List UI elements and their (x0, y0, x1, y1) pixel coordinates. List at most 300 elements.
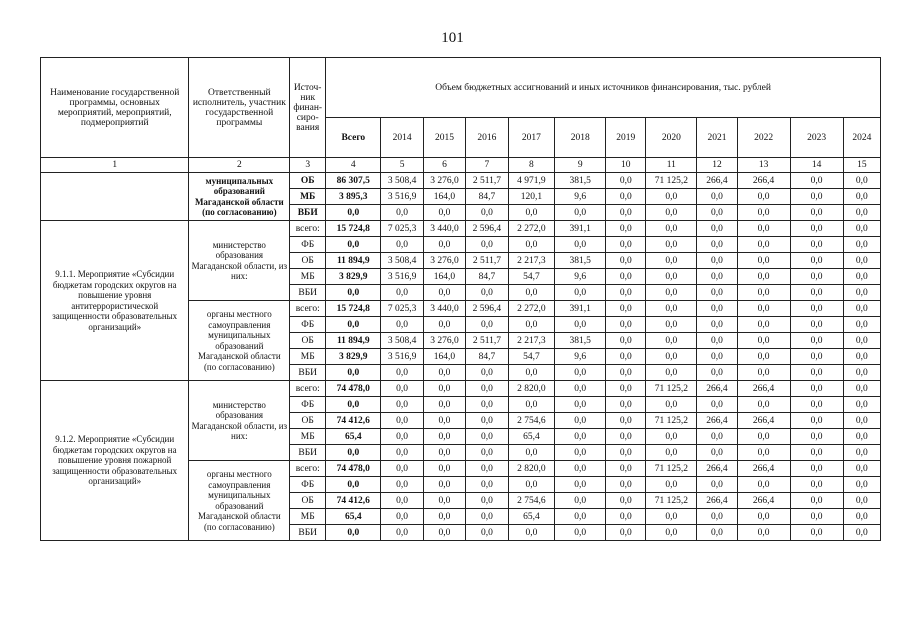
value-cell: 0,0 (423, 509, 465, 525)
value-cell: 0,0 (508, 365, 555, 381)
value-cell: 2 511,7 (466, 333, 508, 349)
value-cell: 3 508,4 (381, 253, 423, 269)
source-cell: ВБИ (290, 285, 326, 301)
value-cell: 0,0 (606, 381, 646, 397)
value-cell: 0,0 (790, 349, 843, 365)
value-cell: 3 516,9 (381, 189, 423, 205)
value-cell: 9,6 (555, 269, 606, 285)
value-cell: 0,0 (606, 189, 646, 205)
value-cell: 0,0 (381, 461, 423, 477)
value-cell: 0,0 (790, 269, 843, 285)
source-cell: ОБ (290, 493, 326, 509)
value-cell: 0,0 (790, 285, 843, 301)
value-cell: 0,0 (737, 237, 790, 253)
value-cell: 0,0 (646, 285, 697, 301)
value-cell: 0,0 (466, 461, 508, 477)
value-cell: 0,0 (843, 221, 880, 237)
value-cell: 0,0 (555, 461, 606, 477)
value-cell: 0,0 (737, 429, 790, 445)
header-name: Наименование государственной программы, основных мероприятий, мероприятий, подмероприятий (41, 58, 189, 158)
value-cell: 0,0 (843, 333, 880, 349)
value-cell: 0,0 (737, 205, 790, 221)
value-cell: 0,0 (423, 461, 465, 477)
value-cell: 266,4 (697, 381, 737, 397)
value-cell: 0,0 (606, 349, 646, 365)
value-cell: 0,0 (326, 365, 381, 381)
value-cell: 0,0 (697, 333, 737, 349)
value-cell: 0,0 (646, 397, 697, 413)
value-cell: 0,0 (508, 477, 555, 493)
value-cell: 0,0 (555, 509, 606, 525)
value-cell: 0,0 (697, 445, 737, 461)
value-cell: 0,0 (790, 173, 843, 189)
value-cell: 266,4 (737, 381, 790, 397)
value-cell: 0,0 (790, 493, 843, 509)
value-cell: 0,0 (606, 461, 646, 477)
value-cell: 0,0 (606, 333, 646, 349)
value-cell: 2 820,0 (508, 381, 555, 397)
value-cell: 0,0 (381, 413, 423, 429)
header-year: 2015 (423, 118, 465, 158)
value-cell: 0,0 (423, 381, 465, 397)
table-row (41, 381, 881, 397)
value-cell: 86 307,5 (326, 173, 381, 189)
value-cell: 164,0 (423, 189, 465, 205)
value-cell: 0,0 (843, 189, 880, 205)
value-cell: 0,0 (466, 493, 508, 509)
value-cell: 0,0 (381, 365, 423, 381)
value-cell: 0,0 (646, 445, 697, 461)
value-cell: 0,0 (381, 205, 423, 221)
value-cell: 74 412,6 (326, 493, 381, 509)
value-cell: 3 276,0 (423, 173, 465, 189)
value-cell: 0,0 (843, 349, 880, 365)
value-cell: 84,7 (466, 349, 508, 365)
value-cell: 0,0 (555, 445, 606, 461)
value-cell: 0,0 (697, 253, 737, 269)
value-cell: 0,0 (843, 413, 880, 429)
value-cell: 0,0 (555, 525, 606, 541)
table-body (41, 58, 881, 541)
value-cell: 0,0 (737, 365, 790, 381)
value-cell: 0,0 (606, 221, 646, 237)
value-cell: 0,0 (646, 237, 697, 253)
value-cell: 7 025,3 (381, 221, 423, 237)
value-cell: 0,0 (606, 365, 646, 381)
value-cell: 266,4 (737, 173, 790, 189)
value-cell: 0,0 (697, 205, 737, 221)
value-cell: 0,0 (466, 237, 508, 253)
value-cell: 0,0 (843, 317, 880, 333)
value-cell: 0,0 (606, 205, 646, 221)
source-cell: МБ (290, 269, 326, 285)
value-cell: 0,0 (555, 365, 606, 381)
value-cell: 0,0 (697, 525, 737, 541)
value-cell: 0,0 (843, 253, 880, 269)
value-cell: 65,4 (326, 509, 381, 525)
value-cell: 65,4 (508, 509, 555, 525)
value-cell: 11 894,9 (326, 253, 381, 269)
header-year: 2014 (381, 118, 423, 158)
value-cell: 0,0 (606, 525, 646, 541)
source-cell: всего: (290, 301, 326, 317)
page-number: 101 (441, 30, 464, 46)
value-cell: 0,0 (606, 445, 646, 461)
value-cell: 0,0 (790, 461, 843, 477)
value-cell: 0,0 (381, 493, 423, 509)
value-cell: 0,0 (423, 237, 465, 253)
value-cell: 0,0 (646, 525, 697, 541)
value-cell: 0,0 (466, 477, 508, 493)
value-cell: 0,0 (737, 349, 790, 365)
value-cell: 3 440,0 (423, 301, 465, 317)
table-row (41, 221, 881, 237)
value-cell: 0,0 (697, 365, 737, 381)
value-cell: 84,7 (466, 269, 508, 285)
value-cell: 84,7 (466, 189, 508, 205)
value-cell: 0,0 (737, 397, 790, 413)
value-cell: 0,0 (697, 189, 737, 205)
value-cell: 0,0 (606, 285, 646, 301)
value-cell: 2 272,0 (508, 301, 555, 317)
value-cell: 0,0 (555, 413, 606, 429)
value-cell: 0,0 (646, 189, 697, 205)
value-cell: 2 217,3 (508, 253, 555, 269)
value-cell: 0,0 (843, 477, 880, 493)
value-cell: 0,0 (466, 317, 508, 333)
value-cell: 0,0 (466, 525, 508, 541)
value-cell: 0,0 (423, 413, 465, 429)
value-cell: 0,0 (466, 429, 508, 445)
value-cell: 71 125,2 (646, 173, 697, 189)
value-cell: 74 412,6 (326, 413, 381, 429)
value-cell: 0,0 (555, 397, 606, 413)
executor-cell: органы местного самоуправления муниципальных образований Магаданской области (по согласованию) (189, 461, 290, 541)
value-cell: 3 440,0 (423, 221, 465, 237)
value-cell: 0,0 (843, 493, 880, 509)
value-cell: 0,0 (508, 397, 555, 413)
source-cell: ВБИ (290, 445, 326, 461)
value-cell: 2 820,0 (508, 461, 555, 477)
value-cell: 0,0 (697, 221, 737, 237)
source-cell: МБ (290, 349, 326, 365)
value-cell: 0,0 (737, 445, 790, 461)
value-cell: 0,0 (555, 237, 606, 253)
value-cell: 3 895,3 (326, 189, 381, 205)
value-cell: 0,0 (423, 285, 465, 301)
value-cell: 381,5 (555, 173, 606, 189)
value-cell: 0,0 (790, 445, 843, 461)
source-cell: ОБ (290, 333, 326, 349)
value-cell: 0,0 (423, 445, 465, 461)
value-cell: 0,0 (790, 253, 843, 269)
value-cell: 0,0 (423, 205, 465, 221)
value-cell: 0,0 (326, 397, 381, 413)
value-cell: 0,0 (790, 381, 843, 397)
value-cell: 0,0 (555, 317, 606, 333)
header-year: 2022 (737, 118, 790, 158)
value-cell: 71 125,2 (646, 381, 697, 397)
header-year: 2024 (843, 118, 880, 158)
value-cell: 0,0 (646, 509, 697, 525)
value-cell: 0,0 (790, 301, 843, 317)
value-cell: 0,0 (843, 173, 880, 189)
value-cell: 0,0 (843, 445, 880, 461)
value-cell: 0,0 (737, 317, 790, 333)
value-cell: 0,0 (606, 509, 646, 525)
value-cell: 0,0 (423, 397, 465, 413)
value-cell: 74 478,0 (326, 461, 381, 477)
value-cell: 0,0 (606, 173, 646, 189)
value-cell: 0,0 (423, 477, 465, 493)
executor-cell: муниципальных образований Магаданской области (по согласованию) (189, 173, 290, 221)
value-cell: 0,0 (381, 397, 423, 413)
column-number: 12 (697, 158, 737, 173)
header-source: Источ-ник финан-сиро-вания (290, 58, 326, 158)
source-cell: ВБИ (290, 205, 326, 221)
column-number: 4 (326, 158, 381, 173)
header-year: 2018 (555, 118, 606, 158)
value-cell: 0,0 (790, 509, 843, 525)
value-cell: 0,0 (790, 477, 843, 493)
value-cell: 0,0 (697, 301, 737, 317)
value-cell: 0,0 (423, 525, 465, 541)
value-cell: 0,0 (606, 237, 646, 253)
value-cell: 0,0 (326, 525, 381, 541)
value-cell: 0,0 (646, 429, 697, 445)
source-cell: ВБИ (290, 525, 326, 541)
value-cell: 0,0 (737, 189, 790, 205)
header-year: 2021 (697, 118, 737, 158)
value-cell: 0,0 (466, 413, 508, 429)
value-cell: 2 754,6 (508, 493, 555, 509)
value-cell: 3 516,9 (381, 349, 423, 365)
source-cell: МБ (290, 429, 326, 445)
value-cell: 9,6 (555, 189, 606, 205)
column-number: 2 (189, 158, 290, 173)
value-cell: 2 511,7 (466, 253, 508, 269)
value-cell: 391,1 (555, 221, 606, 237)
value-cell: 0,0 (646, 349, 697, 365)
executor-cell: министерство образования Магаданской области, из них: (189, 221, 290, 301)
source-cell: ОБ (290, 173, 326, 189)
value-cell: 0,0 (381, 285, 423, 301)
value-cell: 0,0 (381, 477, 423, 493)
value-cell: 0,0 (843, 397, 880, 413)
value-cell: 0,0 (381, 237, 423, 253)
header-volume: Объем бюджетных ассигнований и иных источников финансирования, тыс. рублей (326, 58, 881, 118)
value-cell: 0,0 (606, 269, 646, 285)
value-cell: 0,0 (326, 285, 381, 301)
source-cell: всего: (290, 381, 326, 397)
value-cell: 15 724,8 (326, 221, 381, 237)
value-cell: 266,4 (697, 173, 737, 189)
column-number: 14 (790, 158, 843, 173)
source-cell: всего: (290, 461, 326, 477)
value-cell: 0,0 (555, 477, 606, 493)
value-cell: 0,0 (381, 429, 423, 445)
value-cell: 0,0 (697, 397, 737, 413)
value-cell: 0,0 (466, 445, 508, 461)
value-cell: 0,0 (843, 509, 880, 525)
value-cell: 0,0 (508, 445, 555, 461)
value-cell: 0,0 (843, 365, 880, 381)
value-cell: 2 754,6 (508, 413, 555, 429)
value-cell: 120,1 (508, 189, 555, 205)
source-cell: ОБ (290, 413, 326, 429)
value-cell: 65,4 (508, 429, 555, 445)
value-cell: 266,4 (737, 461, 790, 477)
value-cell: 0,0 (843, 205, 880, 221)
source-cell: всего: (290, 221, 326, 237)
column-number: 8 (508, 158, 555, 173)
value-cell: 7 025,3 (381, 301, 423, 317)
value-cell: 0,0 (790, 237, 843, 253)
value-cell: 0,0 (508, 237, 555, 253)
source-cell: ОБ (290, 253, 326, 269)
value-cell: 2 217,3 (508, 333, 555, 349)
value-cell: 0,0 (555, 205, 606, 221)
value-cell: 71 125,2 (646, 493, 697, 509)
value-cell: 74 478,0 (326, 381, 381, 397)
value-cell: 266,4 (697, 413, 737, 429)
budget-table (40, 57, 881, 541)
column-number: 9 (555, 158, 606, 173)
value-cell: 0,0 (697, 477, 737, 493)
column-number: 6 (423, 158, 465, 173)
value-cell: 0,0 (790, 365, 843, 381)
value-cell: 0,0 (423, 317, 465, 333)
value-cell: 0,0 (466, 381, 508, 397)
source-cell: ФБ (290, 237, 326, 253)
value-cell: 0,0 (646, 333, 697, 349)
value-cell: 0,0 (646, 477, 697, 493)
header-year: 2020 (646, 118, 697, 158)
value-cell: 0,0 (381, 525, 423, 541)
table-row (41, 173, 881, 189)
value-cell: 0,0 (326, 477, 381, 493)
value-cell: 0,0 (697, 317, 737, 333)
value-cell: 0,0 (508, 285, 555, 301)
source-cell: ФБ (290, 397, 326, 413)
column-number: 15 (843, 158, 880, 173)
source-cell: ФБ (290, 317, 326, 333)
value-cell: 0,0 (737, 253, 790, 269)
value-cell: 0,0 (843, 525, 880, 541)
value-cell: 54,7 (508, 269, 555, 285)
source-cell: ВБИ (290, 365, 326, 381)
value-cell: 0,0 (555, 285, 606, 301)
value-cell: 0,0 (606, 429, 646, 445)
column-number: 5 (381, 158, 423, 173)
source-cell: ФБ (290, 477, 326, 493)
header-year: 2019 (606, 118, 646, 158)
value-cell: 0,0 (737, 269, 790, 285)
value-cell: 0,0 (508, 317, 555, 333)
column-numbers-row (41, 158, 881, 173)
value-cell: 0,0 (606, 477, 646, 493)
value-cell: 0,0 (646, 221, 697, 237)
header-row (41, 58, 881, 118)
value-cell: 0,0 (423, 365, 465, 381)
value-cell: 0,0 (790, 221, 843, 237)
value-cell: 0,0 (423, 429, 465, 445)
header-year: 2017 (508, 118, 555, 158)
column-number: 1 (41, 158, 189, 173)
value-cell: 0,0 (466, 205, 508, 221)
value-cell: 0,0 (646, 365, 697, 381)
value-cell: 0,0 (381, 317, 423, 333)
column-number: 10 (606, 158, 646, 173)
value-cell: 0,0 (381, 381, 423, 397)
value-cell: 0,0 (555, 429, 606, 445)
value-cell: 391,1 (555, 301, 606, 317)
value-cell: 0,0 (423, 493, 465, 509)
header-year: 2016 (466, 118, 508, 158)
value-cell: 0,0 (843, 301, 880, 317)
value-cell: 0,0 (606, 317, 646, 333)
value-cell: 71 125,2 (646, 413, 697, 429)
value-cell: 54,7 (508, 349, 555, 365)
source-cell: МБ (290, 189, 326, 205)
value-cell: 0,0 (646, 205, 697, 221)
header-year: 2023 (790, 118, 843, 158)
value-cell: 0,0 (606, 493, 646, 509)
value-cell: 0,0 (790, 333, 843, 349)
value-cell: 0,0 (555, 493, 606, 509)
value-cell: 9,6 (555, 349, 606, 365)
value-cell: 0,0 (790, 413, 843, 429)
value-cell: 164,0 (423, 349, 465, 365)
value-cell: 2 596,4 (466, 221, 508, 237)
value-cell: 0,0 (737, 221, 790, 237)
value-cell: 164,0 (423, 269, 465, 285)
program-name-cell: 9.1.2. Мероприятие «Субсидии бюджетам городских округов на повышение уровня пожарной защищенности образовательных организаций» (41, 381, 189, 541)
value-cell: 0,0 (606, 397, 646, 413)
value-cell: 0,0 (843, 461, 880, 477)
program-name-cell: 9.1.1. Мероприятие «Субсидии бюджетам городских округов на повышение уровня антитеррористической защищенности образовательных организаций» (41, 221, 189, 381)
value-cell: 0,0 (606, 253, 646, 269)
value-cell: 0,0 (466, 509, 508, 525)
executor-cell: министерство образования Магаданской области, из них: (189, 381, 290, 461)
value-cell: 266,4 (737, 413, 790, 429)
value-cell: 15 724,8 (326, 301, 381, 317)
value-cell: 0,0 (697, 349, 737, 365)
value-cell: 0,0 (737, 301, 790, 317)
value-cell: 0,0 (326, 445, 381, 461)
value-cell: 0,0 (697, 237, 737, 253)
value-cell: 2 511,7 (466, 173, 508, 189)
value-cell: 3 829,9 (326, 269, 381, 285)
value-cell: 0,0 (381, 445, 423, 461)
column-number: 7 (466, 158, 508, 173)
value-cell: 3 508,4 (381, 173, 423, 189)
value-cell: 381,5 (555, 333, 606, 349)
value-cell: 0,0 (606, 413, 646, 429)
source-cell: МБ (290, 509, 326, 525)
value-cell: 266,4 (737, 493, 790, 509)
value-cell: 0,0 (606, 301, 646, 317)
value-cell: 0,0 (790, 189, 843, 205)
value-cell: 3 516,9 (381, 269, 423, 285)
value-cell: 65,4 (326, 429, 381, 445)
value-cell: 0,0 (555, 381, 606, 397)
value-cell: 2 596,4 (466, 301, 508, 317)
value-cell: 0,0 (326, 205, 381, 221)
value-cell: 0,0 (466, 285, 508, 301)
value-cell: 0,0 (466, 397, 508, 413)
header-total: Всего (326, 118, 381, 158)
